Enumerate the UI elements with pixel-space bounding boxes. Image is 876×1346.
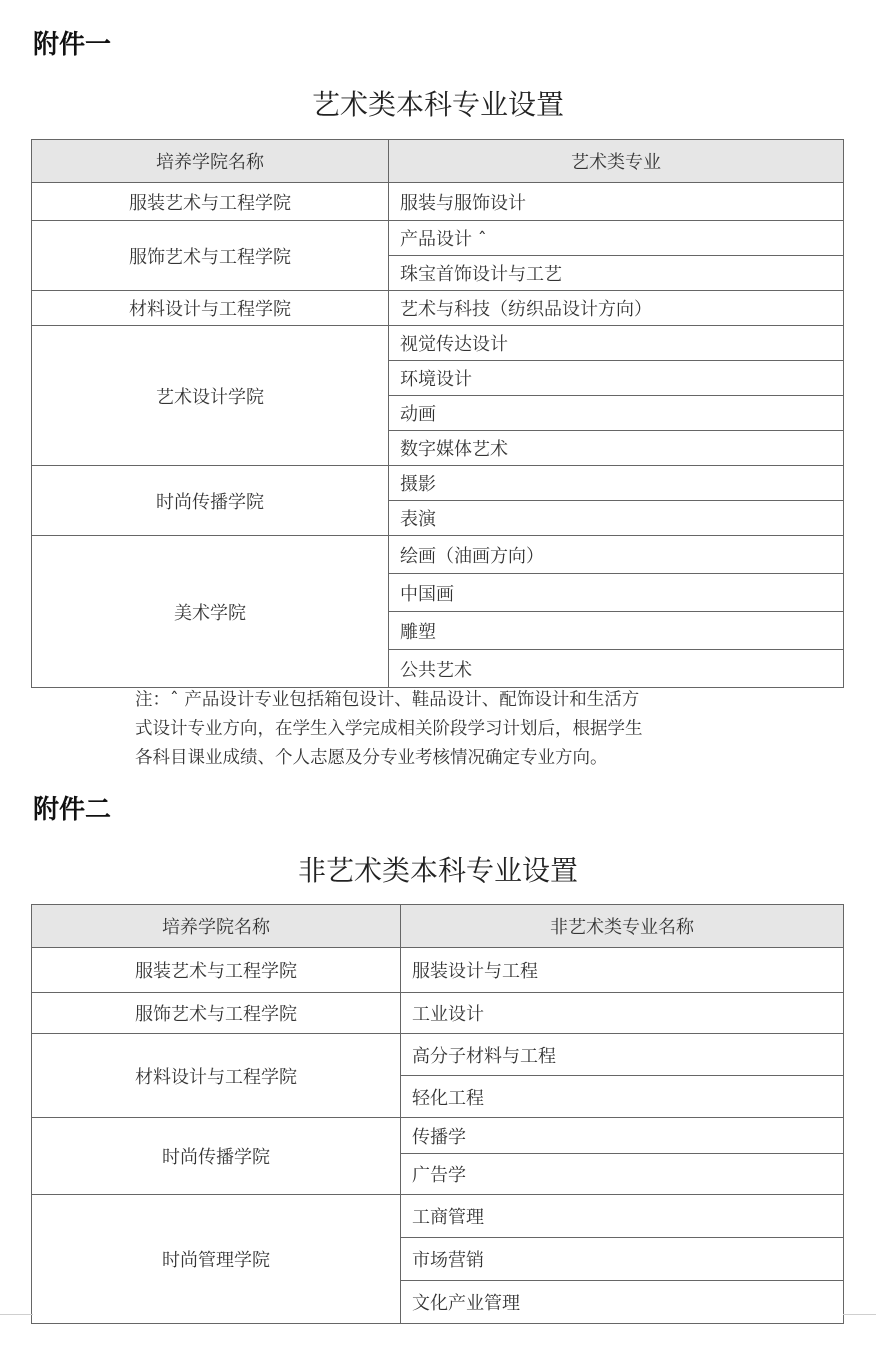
college-cell: 服装艺术与工程学院 xyxy=(32,183,389,221)
art-majors-table xyxy=(31,139,844,688)
major-cell: 表演 xyxy=(389,501,844,536)
appendix1-note xyxy=(135,686,735,773)
major-cell: 中国画 xyxy=(389,574,844,612)
appendix1-heading: 附件一 xyxy=(33,30,112,60)
college-cell: 服饰艺术与工程学院 xyxy=(32,221,389,291)
note-line: 各科目课业成绩、个人志愿及分专业考核情况确定专业方向。 xyxy=(135,748,608,768)
college-cell: 时尚传播学院 xyxy=(32,1118,401,1195)
table-row xyxy=(32,536,844,574)
table-row xyxy=(32,1195,844,1238)
table-row xyxy=(32,291,844,326)
table-row xyxy=(32,1118,844,1154)
major-cell: 文化产业管理 xyxy=(401,1281,844,1324)
header-college: 培养学院名称 xyxy=(32,140,389,183)
college-cell: 艺术设计学院 xyxy=(32,326,389,466)
major-cell: 视觉传达设计 xyxy=(389,326,844,361)
college-cell: 服饰艺术与工程学院 xyxy=(32,993,401,1034)
major-cell: 雕塑 xyxy=(389,612,844,650)
major-cell: 公共艺术 xyxy=(389,650,844,688)
major-cell: 产品设计 ˆ xyxy=(389,221,844,256)
header-major: 非艺术类专业名称 xyxy=(401,905,844,948)
college-cell: 材料设计与工程学院 xyxy=(32,291,389,326)
page-footer-line xyxy=(0,1314,33,1315)
major-cell: 摄影 xyxy=(389,466,844,501)
major-cell: 艺术与科技（纺织品设计方向） xyxy=(389,291,844,326)
table-row xyxy=(32,183,844,221)
major-cell: 工业设计 xyxy=(401,993,844,1034)
page-footer-line xyxy=(843,1314,876,1315)
table-row xyxy=(32,948,844,993)
appendix1-title: 艺术类本科专业设置 xyxy=(311,88,564,121)
table-row xyxy=(32,1034,844,1076)
appendix2-heading: 附件二 xyxy=(33,795,112,825)
college-cell: 材料设计与工程学院 xyxy=(32,1034,401,1118)
appendix2-title: 非艺术类本科专业设置 xyxy=(297,854,578,887)
table-row xyxy=(32,993,844,1034)
major-cell: 广告学 xyxy=(401,1154,844,1195)
major-cell: 高分子材料与工程 xyxy=(401,1034,844,1076)
table-header-row xyxy=(32,140,844,183)
table-row xyxy=(32,466,844,501)
college-cell: 美术学院 xyxy=(32,536,389,688)
major-cell: 轻化工程 xyxy=(401,1076,844,1118)
note-line: 注：ˆ 产品设计专业包括箱包设计、鞋品设计、配饰设计和生活方 xyxy=(135,690,640,710)
major-cell: 绘画（油画方向） xyxy=(389,536,844,574)
college-cell: 时尚管理学院 xyxy=(32,1195,401,1324)
college-cell: 服装艺术与工程学院 xyxy=(32,948,401,993)
note-line: 式设计专业方向，在学生入学完成相关阶段学习计划后，根据学生 xyxy=(135,719,643,739)
major-cell: 环境设计 xyxy=(389,361,844,396)
header-major: 艺术类专业 xyxy=(389,140,844,183)
header-college: 培养学院名称 xyxy=(32,905,401,948)
table-row xyxy=(32,221,844,256)
major-cell: 数字媒体艺术 xyxy=(389,431,844,466)
major-cell: 珠宝首饰设计与工艺 xyxy=(389,256,844,291)
major-cell: 服装与服饰设计 xyxy=(389,183,844,221)
non-art-majors-table xyxy=(31,904,844,1324)
table-header-row xyxy=(32,905,844,948)
major-cell: 服装设计与工程 xyxy=(401,948,844,993)
major-cell: 工商管理 xyxy=(401,1195,844,1238)
major-cell: 传播学 xyxy=(401,1118,844,1154)
major-cell: 市场营销 xyxy=(401,1238,844,1281)
table-row xyxy=(32,326,844,361)
major-cell: 动画 xyxy=(389,396,844,431)
college-cell: 时尚传播学院 xyxy=(32,466,389,536)
